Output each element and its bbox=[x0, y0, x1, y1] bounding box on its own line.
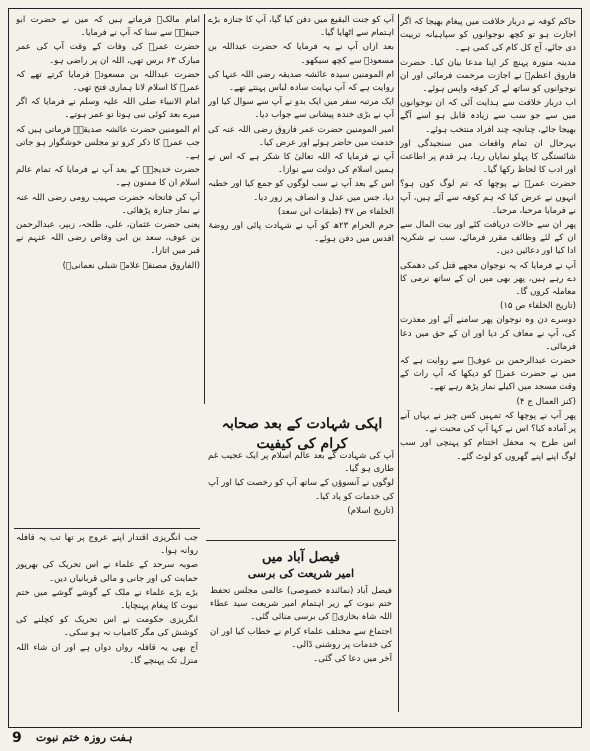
paragraph: فیصل آباد (نمائندہ خصوصی) عالمی مجلس تحفظ ختم نبوت کے زیر اہتمام امیر شریعت سید عطاء اللہ شاہ بخاریؒ کی برسی منائی گئی۔ bbox=[210, 586, 392, 623]
box-divider bbox=[14, 528, 200, 529]
paragraph: حضرت خدیجہؓ کے بعد آپ نے فرمایا کہ تمام عالم اسلام ان کا ممنون ہے۔ bbox=[16, 165, 200, 189]
section-headline: اپکی شہادت کے بعد صحابہ کرام کی کیفیت bbox=[221, 416, 383, 452]
news-box bbox=[206, 543, 396, 715]
paragraph: آپ کو جنت البقیع میں دفن کیا گیا، آپ کا جنازہ بڑے اہتمام سے اٹھایا گیا۔ bbox=[208, 15, 394, 39]
paragraph: حضرت عبداللہ بن مسعودؓ فرمایا کرتے تھے کہ عمرؓ کا اسلام لانا ہماری فتح تھی۔ bbox=[16, 69, 200, 94]
paragraph: حرم الحرام ۲۳ھ کو آپ نے شہادت پائی اور روضۂ اقدس میں دفن ہوئے۔ bbox=[208, 221, 394, 245]
paragraph: یعنی حضرت عثمان، علی، طلحہ، زبیر، عبدالرحمن بن عوف، سعد بن ابی وقاص رضی اللہ عنہم نے قبر میں اتارا۔ bbox=[16, 220, 200, 257]
paragraph: پھر آپ نے پوچھا کہ تمہیں کس چیز نے یہاں آنے پر آمادہ کیا؟ اس نے کہا آپ کی محبت نے۔ bbox=[400, 410, 576, 435]
paragraph: جب انگریزی اقتدار اپنے عروج پر تھا تب یہ قافلہ روانہ ہوا۔ bbox=[16, 533, 198, 557]
citation: (کنز العمال ج ۴) bbox=[516, 396, 576, 407]
paragraph: بہرحال ان تمام واقعات میں سنجیدگی اور شائستگی کا پہلو نمایاں رہا، ہر قدم پر اطاعت اور ادب کا لحاظ رکھا گیا۔ bbox=[400, 138, 576, 176]
citation: الخلفاء ص ۴۷ (طبقات ابن سعد) bbox=[277, 206, 394, 217]
paragraph: اجتماع سے مختلف علماء کرام نے خطاب کیا اور ان کی خدمات پر روشنی ڈالی۔ bbox=[210, 626, 392, 650]
page-number: 9 bbox=[12, 730, 22, 746]
paragraph: امیر المومنین حضرت عمر فاروق رضی اللہ عنہ کی خدمت میں حاضر ہوئے اور عرض کیا۔ bbox=[208, 124, 394, 148]
paragraph: صوبہ سرحد کے علماء نے اس تحریک کی بھرپور حمایت کی اور جانی و مالی قربانیاں دیں۔ bbox=[16, 560, 198, 584]
paragraph: امام الانبیاء صلی اللہ علیہ وسلم نے فرمایا کہ اگر میرے بعد کوئی نبی ہوتا تو عمر ہوتے۔ bbox=[16, 97, 200, 121]
article-column-right bbox=[400, 16, 576, 713]
sidebar-box-left bbox=[16, 532, 198, 720]
paragraph: لوگوں نے آنسوؤں کے ساتھ آپ کو رخصت کیا اور آپ کی خدمات کو یاد کیا۔ bbox=[208, 478, 394, 502]
paragraph: ام المومنین سیدہ عائشہ صدیقہ رضی اللہ عنہا کی روایت ہے کہ آپ نہایت سادہ لباس پہنتے تھے۔ bbox=[208, 69, 394, 94]
publication-title: ہفت روزہ ختم نبوت bbox=[36, 731, 133, 744]
paragraph: آخر میں دعا کی گئی۔ bbox=[313, 654, 392, 665]
citation: (تاریخ اسلام) bbox=[347, 505, 394, 516]
article-column-left bbox=[16, 14, 200, 524]
news-box-title: فیصل آباد میں bbox=[261, 550, 341, 565]
article-column-middle bbox=[208, 14, 394, 406]
paragraph: حضرت عمرؓ کی وفات کے وقت آپ کی عمر مبارک ۶۳ برس تھی، اللہ ان پر راضی ہو۔ bbox=[16, 42, 200, 66]
paragraph: حضرت عمرؓ نے پوچھا کہ تم لوگ کون ہو؟ انہوں نے عرض کیا کہ ہم کوفہ سے آئے ہیں، آپ نے فرمایا مرحبا، مرحبا۔ bbox=[400, 179, 576, 216]
paragraph: اس طرح یہ محفل اختتام کو پہنچی اور سب لوگ اپنے اپنے گھروں کو لوٹ گئے۔ bbox=[400, 438, 576, 462]
paragraph: آج بھی یہ قافلہ رواں دواں ہے اور ان شاء اللہ منزل تک پہنچے گا۔ bbox=[16, 642, 198, 666]
citation: (الفاروق مصنفہ علامہ شبلی نعمانیؒ) bbox=[62, 260, 200, 271]
paragraph: آپ کی شہادت کے بعد عالم اسلام پر ایک عجیب غم طاری ہو گیا۔ bbox=[208, 451, 394, 475]
paragraph: ایک مرتبہ سفر میں ایک بدو نے آپ سے سوال کیا اور آپ نے بڑی خندہ پیشانی سے جواب دیا۔ bbox=[208, 97, 394, 121]
citation: (تاریخ الخلفاء ص ۱۵) bbox=[499, 301, 576, 312]
paragraph: انگریزی حکومت نے اس تحریک کو کچلنے کی کوشش کی مگر کامیاب نہ ہو سکی۔ bbox=[16, 615, 198, 639]
paragraph: آپ کی فاتحانہ حضرت صہیب رومی رضی اللہ عنہ نے نماز جنازہ پڑھائی۔ bbox=[16, 192, 200, 216]
column-divider bbox=[204, 14, 205, 404]
paragraph: پھر ان سے حالات دریافت کئے اور بیت المال سے ان کے لئے وظائف مقرر فرمائے، سب نے شکریہ ادا کیا اور دعائیں دیں۔ bbox=[400, 220, 576, 257]
news-box-header bbox=[206, 549, 396, 581]
paragraph: حضرت عبدالرحمن بن عوفؓ سے روایت ہے کہ میں نے حضرت عمرؓ کو دیکھا کہ آپ رات کے وقت مسجد میں اکیلے نماز پڑھ رہے تھے۔ bbox=[400, 356, 576, 393]
paragraph: اس کے بعد آپ نے سب لوگوں کو جمع کیا اور خطبہ دیا، جس میں عدل و انصاف پر زور دیا۔ bbox=[208, 179, 394, 203]
paragraph: آپ نے فرمایا کہ اللہ تعالیٰ کا شکر ہے کہ اس نے ہمیں اسلام کی دولت سے نوازا۔ bbox=[208, 152, 394, 176]
news-box-body bbox=[206, 581, 396, 693]
box-divider bbox=[206, 540, 396, 541]
paragraph: حاکم کوفہ نے دربار خلافت میں پیغام بھیجا کہ اگر اجازت ہو تو کچھ نوجوانوں کو سپاہیانہ تربیت دی جائے، آج کل کام کی کمی ہے۔ bbox=[400, 17, 576, 54]
paragraph: بعد ازاں آپ نے یہ فرمایا کہ حضرت عبداللہ بن مسعودؓ سے کچھ سیکھو۔ bbox=[208, 42, 394, 66]
news-box-subtitle: امیر شریعت کی برسی bbox=[247, 567, 355, 580]
paragraph: امام مالکؒ فرماتے ہیں کہ میں نے حضرت ابو حنیفہؒ سے سنا کہ آپ نے فرمایا۔ bbox=[16, 15, 200, 39]
paragraph: ام المومنین حضرت عائشہ صدیقہؓ فرماتی ہیں کہ جب عمرؓ کا ذکر کرو تو مجلس خوشگوار ہو جاتی ہے۔ bbox=[16, 124, 200, 162]
section-headline-box bbox=[209, 404, 395, 452]
paragraph: دوسرے دن وہ نوجوان پھر سامنے آئے اور معذرت کی، آپ نے معاف کر دیا اور ان کے حق میں دعا فرمائی۔ bbox=[400, 315, 576, 352]
page-footer bbox=[8, 728, 582, 748]
paragraph: اب دربار خلافت سے ہدایت آئی کہ ان نوجوانوں میں سے جو سب سے زیادہ قابل ہو اسے آگے بھیجا جائے، چنانچہ چند افراد منتخب ہوئے۔ bbox=[400, 98, 576, 135]
paragraph: بڑے بڑے علماء نے ملک کے گوشے گوشے میں ختم نبوت کا پیغام پہنچایا۔ bbox=[16, 587, 198, 612]
paragraph: آپ نے فرمایا کہ یہ نوجوان مجھے قتل کی دھمکی دے رہے ہیں، پھر بھی میں ان کے ساتھ نرمی کا معاملہ کروں گا۔ bbox=[400, 260, 576, 298]
article-column-middle-lower bbox=[208, 450, 394, 534]
column-divider bbox=[398, 14, 399, 712]
paragraph: مدینہ منورہ پہنچ کر اپنا مدعا بیان کیا۔ حضرت فاروق اعظمؓ نے اجازت مرحمت فرمائی اور ان نوجوانوں کو ساتھ لے کر کوفہ واپس ہوئے۔ bbox=[400, 57, 576, 95]
